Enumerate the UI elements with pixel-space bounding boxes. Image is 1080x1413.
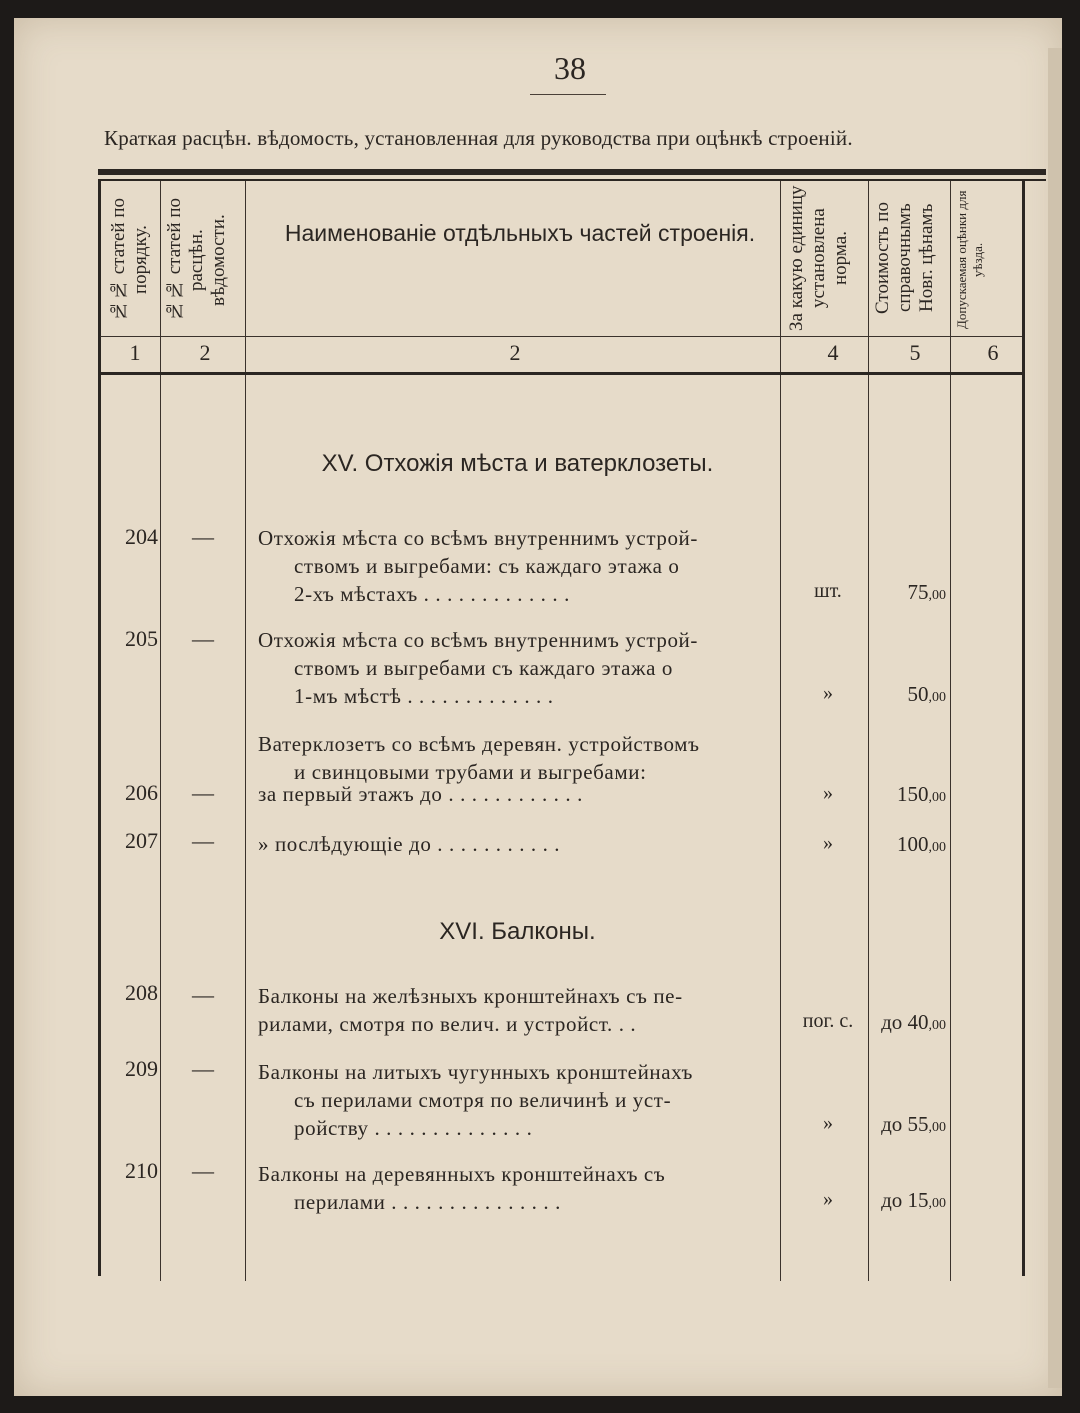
row-unit: пог. с. (802, 1010, 854, 1032)
row-number: 207 (125, 828, 158, 853)
page-edge (1048, 48, 1062, 1388)
top-thin-rule (98, 179, 1046, 181)
column-divider-2 (245, 181, 246, 1281)
row-price (866, 682, 946, 707)
row-unit: » (823, 782, 833, 804)
table-left-border (98, 181, 101, 1276)
row-ref: — (192, 780, 214, 805)
column-divider-1 (160, 181, 161, 1281)
column-header-2: №№ статей по расцѣн. вѣдомости. (164, 198, 229, 322)
row-ref: — (192, 828, 214, 853)
price-value: до 40 (881, 1010, 929, 1034)
description-line: Балконы на деревянныхъ кронштейнахъ съ (258, 1162, 666, 1186)
description-line: за первый этажъ до . . . . . . . . . . . . (258, 782, 583, 806)
column-number-4: 4 (827, 340, 839, 365)
row-number: 208 (125, 980, 158, 1005)
row-price (866, 1010, 946, 1035)
row-unit: » (823, 1188, 833, 1210)
row-ref: — (192, 1158, 214, 1183)
row-description (258, 830, 773, 858)
row-unit: » (823, 832, 833, 854)
row-ref: — (192, 626, 214, 651)
price-fraction: ,00 (928, 790, 946, 805)
row-description (258, 1058, 773, 1142)
description-line: Балконы на литыхъ чугунныхъ кронштейнахъ (258, 1060, 693, 1084)
row-number: 210 (125, 1158, 158, 1183)
description-line: Отхожія мѣста со всѣмъ внутреннимъ устрой- (258, 526, 698, 550)
row-price (866, 1188, 946, 1213)
page-number: 38 (554, 50, 586, 86)
description-line: ройству . . . . . . . . . . . . . . (294, 1116, 533, 1140)
section-title: XVI. Балконы. (439, 918, 596, 945)
row-price (866, 1112, 946, 1137)
top-thick-rule (98, 169, 1046, 175)
description-line: и свинцовыми трубами и выгребами: (294, 760, 647, 784)
column-number-2: 2 (199, 340, 211, 365)
price-fraction: ,00 (928, 1196, 946, 1211)
description-line: съ перилами смотря по величинѣ и уст- (294, 1088, 672, 1112)
row-description (258, 982, 773, 1038)
page-number-rule (530, 94, 606, 95)
row-unit: » (823, 1112, 833, 1134)
row-price (866, 782, 946, 807)
price-fraction: ,00 (928, 1018, 946, 1033)
description-line: ствомъ и выгребами съ каждаго этажа о (294, 656, 674, 680)
row-unit: » (823, 682, 833, 704)
description-line: рилами, смотря по велич. и устройст. . . (258, 1012, 637, 1036)
price-value: 150 (897, 782, 929, 806)
row-ref: — (192, 524, 214, 549)
row-price (866, 580, 946, 605)
row-number: 204 (125, 524, 158, 549)
description-line: Ватерклозетъ со всѣмъ деревян. устройствомъ (258, 732, 700, 756)
price-value: 100 (897, 832, 929, 856)
column-header-5: Стоимость по справочнымъ Новг. цѣнамъ (872, 202, 937, 314)
price-value: 50 (907, 682, 929, 706)
description-line: Отхожія мѣста со всѣмъ внутреннимъ устрой- (258, 628, 698, 652)
column-divider-3 (780, 181, 781, 1281)
description-line: Балконы на желѣзныхъ кронштейнахъ съ пе- (258, 984, 683, 1008)
row-ref: — (192, 982, 214, 1007)
header-divider-rule (100, 336, 1022, 337)
row-unit: шт. (814, 580, 842, 602)
row-number: 206 (125, 780, 158, 805)
column-header-3: Наименованіе отдѣльныхъ частей строенія. (284, 220, 756, 246)
row-price (866, 832, 946, 857)
description-line: ствомъ и выгребами: съ каждаго этажа о (294, 554, 680, 578)
price-value: 75 (907, 580, 929, 604)
column-number-5: 5 (909, 340, 921, 365)
column-number-1: 1 (129, 340, 141, 365)
row-description (258, 780, 773, 808)
column-header-6: Допускаемая оцѣнки для уѣзда. (954, 190, 985, 330)
price-value: до 55 (881, 1112, 929, 1136)
row-description (258, 730, 773, 786)
price-fraction: ,00 (928, 690, 946, 705)
row-number: 209 (125, 1056, 158, 1081)
column-number-6: 6 (987, 340, 999, 365)
description-line: » послѣдующіе до . . . . . . . . . . . (258, 832, 561, 856)
description-line: перилами . . . . . . . . . . . . . . . (294, 1190, 561, 1214)
row-description (258, 524, 773, 608)
description-line: 2-хъ мѣстахъ . . . . . . . . . . . . . (294, 582, 570, 606)
column-header-4: За какую единицу установлена норма. (786, 185, 851, 331)
price-fraction: ,00 (928, 588, 946, 603)
price-fraction: ,00 (928, 840, 946, 855)
row-description (258, 1160, 773, 1216)
row-number: 205 (125, 626, 158, 651)
section-title: XV. Отхожія мѣста и ватерклозеты. (321, 450, 714, 477)
row-description (258, 626, 773, 710)
description-line: 1-мъ мѣстѣ . . . . . . . . . . . . . (294, 684, 554, 708)
table-heading: Краткая расцѣн. вѣдомость, установленная для руководства при оцѣнкѣ строеній. (104, 126, 853, 150)
price-value: до 15 (881, 1188, 929, 1212)
row-ref: — (192, 1056, 214, 1081)
price-fraction: ,00 (928, 1120, 946, 1135)
header-bottom-rule (100, 372, 1022, 375)
column-number-3: 2 (509, 340, 521, 365)
column-header-1: №№ статей по порядку. (108, 198, 151, 322)
